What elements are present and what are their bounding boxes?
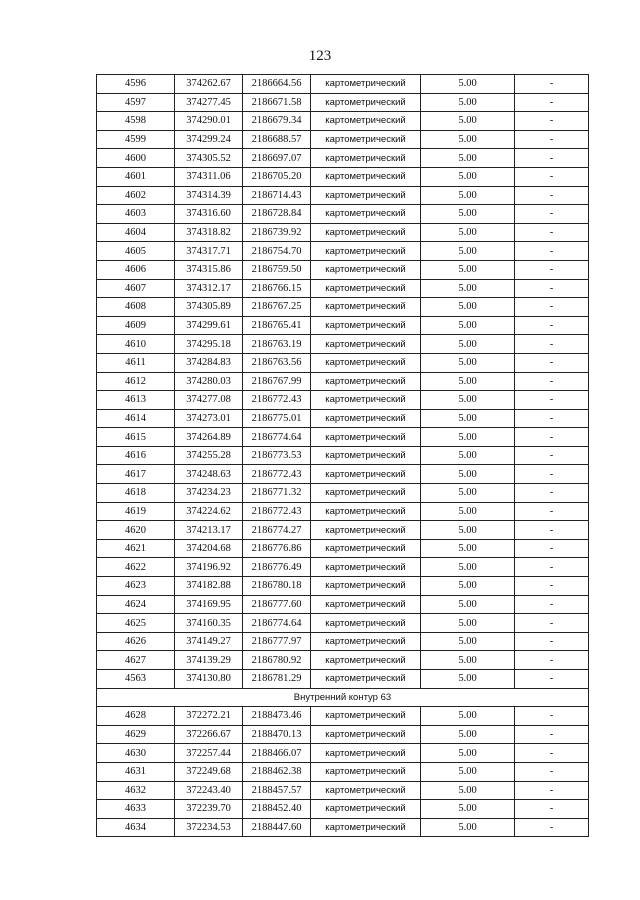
note-cell: - [515,818,589,837]
x-coordinate-cell: 372249.68 [175,762,243,781]
note-cell: - [515,632,589,651]
table-row [97,112,589,131]
table-row [97,186,589,205]
note-cell: - [515,577,589,596]
method-cell: картометрический [311,539,421,558]
table-row [97,707,589,726]
accuracy-cell: 5.00 [421,651,515,670]
y-coordinate-cell: 2186773.53 [243,446,311,465]
y-coordinate-cell: 2186728.84 [243,205,311,224]
x-coordinate-cell: 374305.52 [175,149,243,168]
note-cell: - [515,391,589,410]
accuracy-cell: 5.00 [421,409,515,428]
note-cell: - [515,539,589,558]
accuracy-cell: 5.00 [421,130,515,149]
accuracy-cell: 5.00 [421,167,515,186]
table-row [97,335,589,354]
accuracy-cell: 5.00 [421,762,515,781]
y-coordinate-cell: 2186772.43 [243,502,311,521]
accuracy-cell: 5.00 [421,539,515,558]
table-row [97,762,589,781]
x-coordinate-cell: 372243.40 [175,781,243,800]
table-row [97,632,589,651]
y-coordinate-cell: 2188457.57 [243,781,311,800]
point-id-cell: 4563 [97,670,175,689]
point-id-cell: 4605 [97,242,175,261]
y-coordinate-cell: 2186777.60 [243,595,311,614]
table-row [97,391,589,410]
accuracy-cell: 5.00 [421,632,515,651]
point-id-cell: 4598 [97,112,175,131]
accuracy-cell: 5.00 [421,781,515,800]
method-cell: картометрический [311,93,421,112]
accuracy-cell: 5.00 [421,465,515,484]
point-id-cell: 4621 [97,539,175,558]
y-coordinate-cell: 2186763.56 [243,353,311,372]
y-coordinate-cell: 2186759.50 [243,260,311,279]
method-cell: картометрический [311,781,421,800]
table-row [97,744,589,763]
accuracy-cell: 5.00 [421,577,515,596]
note-cell: - [515,484,589,503]
point-id-cell: 4624 [97,595,175,614]
note-cell: - [515,316,589,335]
table-row [97,298,589,317]
point-id-cell: 4618 [97,484,175,503]
method-cell: картометрический [311,167,421,186]
y-coordinate-cell: 2186775.01 [243,409,311,428]
note-cell: - [515,372,589,391]
method-cell: картометрический [311,558,421,577]
y-coordinate-cell: 2186754.70 [243,242,311,261]
accuracy-cell: 5.00 [421,298,515,317]
y-coordinate-cell: 2186714.43 [243,186,311,205]
accuracy-cell: 5.00 [421,707,515,726]
x-coordinate-cell: 372239.70 [175,800,243,819]
note-cell: - [515,149,589,168]
point-id-cell: 4619 [97,502,175,521]
accuracy-cell: 5.00 [421,502,515,521]
note-cell: - [515,93,589,112]
y-coordinate-cell: 2186767.99 [243,372,311,391]
accuracy-cell: 5.00 [421,223,515,242]
y-coordinate-cell: 2186763.19 [243,335,311,354]
x-coordinate-cell: 374169.95 [175,595,243,614]
x-coordinate-cell: 374204.68 [175,539,243,558]
table-row [97,167,589,186]
x-coordinate-cell: 372266.67 [175,725,243,744]
y-coordinate-cell: 2186766.15 [243,279,311,298]
table-row [97,614,589,633]
point-id-cell: 4610 [97,335,175,354]
point-id-cell: 4627 [97,651,175,670]
x-coordinate-cell: 374255.28 [175,446,243,465]
table-row [97,651,589,670]
table-row [97,577,589,596]
method-cell: картометрический [311,595,421,614]
table-row [97,800,589,819]
y-coordinate-cell: 2186781.29 [243,670,311,689]
x-coordinate-cell: 372257.44 [175,744,243,763]
note-cell: - [515,335,589,354]
y-coordinate-cell: 2186705.20 [243,167,311,186]
note-cell: - [515,502,589,521]
section-row [97,688,589,707]
point-id-cell: 4606 [97,260,175,279]
note-cell: - [515,409,589,428]
coordinates-table [96,74,589,837]
point-id-cell: 4626 [97,632,175,651]
y-coordinate-cell: 2186776.49 [243,558,311,577]
y-coordinate-cell: 2186772.43 [243,465,311,484]
accuracy-cell: 5.00 [421,316,515,335]
method-cell: картометрический [311,353,421,372]
x-coordinate-cell: 374315.86 [175,260,243,279]
x-coordinate-cell: 374305.89 [175,298,243,317]
note-cell: - [515,353,589,372]
table-row [97,260,589,279]
note-cell: - [515,428,589,447]
point-id-cell: 4628 [97,707,175,726]
x-coordinate-cell: 374277.08 [175,391,243,410]
y-coordinate-cell: 2186771.32 [243,484,311,503]
table-row [97,372,589,391]
note-cell: - [515,223,589,242]
point-id-cell: 4634 [97,818,175,837]
y-coordinate-cell: 2186774.27 [243,521,311,540]
point-id-cell: 4615 [97,428,175,447]
x-coordinate-cell: 374149.27 [175,632,243,651]
method-cell: картометрический [311,391,421,410]
accuracy-cell: 5.00 [421,205,515,224]
method-cell: картометрический [311,112,421,131]
method-cell: картометрический [311,800,421,819]
table-row [97,409,589,428]
method-cell: картометрический [311,205,421,224]
table-row [97,316,589,335]
method-cell: картометрический [311,409,421,428]
section-label: Внутренний контур 63 [97,688,589,707]
table-row [97,465,589,484]
y-coordinate-cell: 2186774.64 [243,614,311,633]
note-cell: - [515,446,589,465]
accuracy-cell: 5.00 [421,800,515,819]
table-row [97,502,589,521]
table-row [97,484,589,503]
point-id-cell: 4613 [97,391,175,410]
x-coordinate-cell: 374312.17 [175,279,243,298]
x-coordinate-cell: 374130.80 [175,670,243,689]
table-row [97,818,589,837]
table-row [97,725,589,744]
y-coordinate-cell: 2188452.40 [243,800,311,819]
note-cell: - [515,781,589,800]
table-row [97,130,589,149]
x-coordinate-cell: 374139.29 [175,651,243,670]
y-coordinate-cell: 2186765.41 [243,316,311,335]
method-cell: картометрический [311,502,421,521]
x-coordinate-cell: 374277.45 [175,93,243,112]
accuracy-cell: 5.00 [421,744,515,763]
accuracy-cell: 5.00 [421,242,515,261]
y-coordinate-cell: 2186664.56 [243,75,311,94]
point-id-cell: 4623 [97,577,175,596]
accuracy-cell: 5.00 [421,558,515,577]
method-cell: картометрический [311,818,421,837]
accuracy-cell: 5.00 [421,112,515,131]
method-cell: картометрический [311,484,421,503]
method-cell: картометрический [311,614,421,633]
point-id-cell: 4608 [97,298,175,317]
note-cell: - [515,465,589,484]
y-coordinate-cell: 2186772.43 [243,391,311,410]
x-coordinate-cell: 372234.53 [175,818,243,837]
y-coordinate-cell: 2186671.58 [243,93,311,112]
note-cell: - [515,725,589,744]
y-coordinate-cell: 2186774.64 [243,428,311,447]
accuracy-cell: 5.00 [421,595,515,614]
accuracy-cell: 5.00 [421,614,515,633]
point-id-cell: 4607 [97,279,175,298]
x-coordinate-cell: 374264.89 [175,428,243,447]
x-coordinate-cell: 374280.03 [175,372,243,391]
method-cell: картометрический [311,130,421,149]
note-cell: - [515,762,589,781]
point-id-cell: 4609 [97,316,175,335]
point-id-cell: 4611 [97,353,175,372]
table-row [97,223,589,242]
page-number: 123 [308,48,332,64]
x-coordinate-cell: 372272.21 [175,707,243,726]
y-coordinate-cell: 2186777.97 [243,632,311,651]
accuracy-cell: 5.00 [421,818,515,837]
accuracy-cell: 5.00 [421,93,515,112]
note-cell: - [515,167,589,186]
accuracy-cell: 5.00 [421,149,515,168]
point-id-cell: 4622 [97,558,175,577]
note-cell: - [515,186,589,205]
x-coordinate-cell: 374295.18 [175,335,243,354]
note-cell: - [515,595,589,614]
accuracy-cell: 5.00 [421,446,515,465]
point-id-cell: 4629 [97,725,175,744]
method-cell: картометрический [311,725,421,744]
coordinates-table-body [97,75,589,837]
note-cell: - [515,298,589,317]
x-coordinate-cell: 374224.62 [175,502,243,521]
method-cell: картометрический [311,335,421,354]
y-coordinate-cell: 2188470.13 [243,725,311,744]
y-coordinate-cell: 2186679.34 [243,112,311,131]
y-coordinate-cell: 2186767.25 [243,298,311,317]
note-cell: - [515,279,589,298]
method-cell: картометрический [311,762,421,781]
method-cell: картометрический [311,149,421,168]
x-coordinate-cell: 374317.71 [175,242,243,261]
method-cell: картометрический [311,651,421,670]
y-coordinate-cell: 2188466.07 [243,744,311,763]
table-row [97,353,589,372]
method-cell: картометрический [311,242,421,261]
method-cell: картометрический [311,223,421,242]
table-row [97,558,589,577]
accuracy-cell: 5.00 [421,725,515,744]
point-id-cell: 4604 [97,223,175,242]
method-cell: картометрический [311,260,421,279]
method-cell: картометрический [311,465,421,484]
note-cell: - [515,800,589,819]
table-row [97,670,589,689]
point-id-cell: 4630 [97,744,175,763]
note-cell: - [515,521,589,540]
point-id-cell: 4625 [97,614,175,633]
point-id-cell: 4602 [97,186,175,205]
note-cell: - [515,112,589,131]
table-row [97,781,589,800]
x-coordinate-cell: 374262.67 [175,75,243,94]
y-coordinate-cell: 2186688.57 [243,130,311,149]
x-coordinate-cell: 374311.06 [175,167,243,186]
table-row [97,205,589,224]
method-cell: картометрический [311,75,421,94]
note-cell: - [515,707,589,726]
point-id-cell: 4601 [97,167,175,186]
x-coordinate-cell: 374182.88 [175,577,243,596]
accuracy-cell: 5.00 [421,75,515,94]
method-cell: картометрический [311,744,421,763]
x-coordinate-cell: 374318.82 [175,223,243,242]
y-coordinate-cell: 2186776.86 [243,539,311,558]
method-cell: картометрический [311,577,421,596]
table-row [97,521,589,540]
point-id-cell: 4612 [97,372,175,391]
table-row [97,242,589,261]
method-cell: картометрический [311,316,421,335]
accuracy-cell: 5.00 [421,428,515,447]
note-cell: - [515,205,589,224]
x-coordinate-cell: 374160.35 [175,614,243,633]
method-cell: картометрический [311,186,421,205]
note-cell: - [515,744,589,763]
x-coordinate-cell: 374290.01 [175,112,243,131]
point-id-cell: 4603 [97,205,175,224]
accuracy-cell: 5.00 [421,335,515,354]
y-coordinate-cell: 2188462.38 [243,762,311,781]
note-cell: - [515,75,589,94]
x-coordinate-cell: 374316.60 [175,205,243,224]
x-coordinate-cell: 374284.83 [175,353,243,372]
y-coordinate-cell: 2186780.18 [243,577,311,596]
y-coordinate-cell: 2188447.60 [243,818,311,837]
x-coordinate-cell: 374273.01 [175,409,243,428]
y-coordinate-cell: 2188473.46 [243,707,311,726]
point-id-cell: 4597 [97,93,175,112]
table-row [97,149,589,168]
accuracy-cell: 5.00 [421,521,515,540]
x-coordinate-cell: 374248.63 [175,465,243,484]
table-row [97,446,589,465]
note-cell: - [515,130,589,149]
table-row [97,93,589,112]
note-cell: - [515,614,589,633]
method-cell: картометрический [311,372,421,391]
table-row [97,428,589,447]
table-row [97,595,589,614]
accuracy-cell: 5.00 [421,279,515,298]
method-cell: картометрический [311,707,421,726]
accuracy-cell: 5.00 [421,372,515,391]
method-cell: картометрический [311,521,421,540]
note-cell: - [515,242,589,261]
note-cell: - [515,670,589,689]
x-coordinate-cell: 374234.23 [175,484,243,503]
point-id-cell: 4631 [97,762,175,781]
x-coordinate-cell: 374314.39 [175,186,243,205]
accuracy-cell: 5.00 [421,391,515,410]
point-id-cell: 4632 [97,781,175,800]
point-id-cell: 4600 [97,149,175,168]
method-cell: картометрический [311,670,421,689]
y-coordinate-cell: 2186739.92 [243,223,311,242]
point-id-cell: 4620 [97,521,175,540]
accuracy-cell: 5.00 [421,484,515,503]
y-coordinate-cell: 2186780.92 [243,651,311,670]
method-cell: картометрический [311,632,421,651]
x-coordinate-cell: 374299.24 [175,130,243,149]
accuracy-cell: 5.00 [421,260,515,279]
note-cell: - [515,651,589,670]
y-coordinate-cell: 2186697.07 [243,149,311,168]
table-row [97,75,589,94]
x-coordinate-cell: 374196.92 [175,558,243,577]
method-cell: картометрический [311,446,421,465]
point-id-cell: 4596 [97,75,175,94]
note-cell: - [515,260,589,279]
point-id-cell: 4617 [97,465,175,484]
method-cell: картометрический [311,428,421,447]
method-cell: картометрический [311,298,421,317]
point-id-cell: 4616 [97,446,175,465]
x-coordinate-cell: 374299.61 [175,316,243,335]
point-id-cell: 4599 [97,130,175,149]
note-cell: - [515,558,589,577]
point-id-cell: 4633 [97,800,175,819]
accuracy-cell: 5.00 [421,670,515,689]
point-id-cell: 4614 [97,409,175,428]
table-row [97,279,589,298]
x-coordinate-cell: 374213.17 [175,521,243,540]
method-cell: картометрический [311,279,421,298]
accuracy-cell: 5.00 [421,186,515,205]
table-row [97,539,589,558]
accuracy-cell: 5.00 [421,353,515,372]
